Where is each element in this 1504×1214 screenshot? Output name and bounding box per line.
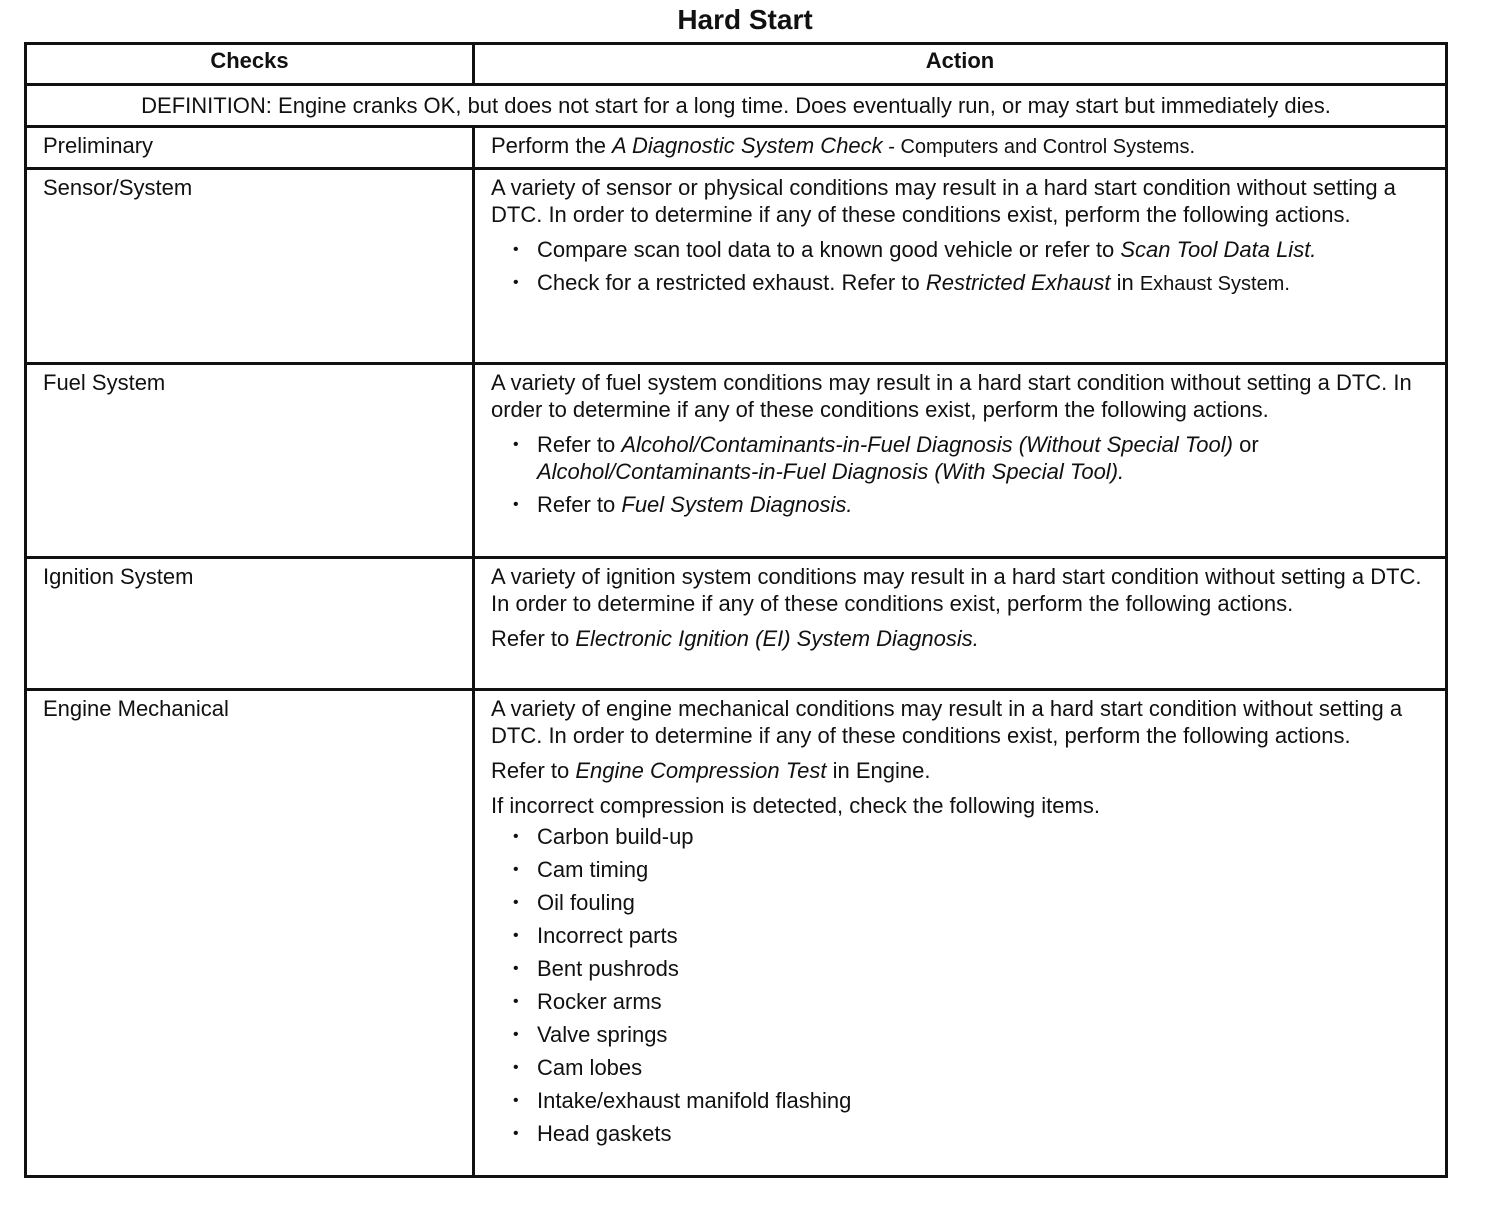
reference-link: Restricted Exhaust — [925, 270, 1111, 295]
intro-text: A variety of fuel system conditions may result in a hard start condition without setting a DTC. In order to determine if any of these conditions exist, perform the following actions. — [491, 370, 1412, 422]
reference-link: Scan Tool Data List. — [1120, 237, 1317, 262]
list-item — [537, 236, 1433, 263]
check-label: Fuel System — [26, 364, 474, 558]
intro-text: A variety of ignition system conditions may result in a hard start condition without setting a DTC. In order to determine if any of these conditions exist, perform the following actions. — [491, 564, 1422, 616]
definition-row — [26, 85, 1447, 127]
action-cell — [474, 364, 1447, 558]
list-item: • Valve springs — [537, 1021, 1433, 1048]
list-item: • Head gaskets — [537, 1120, 1433, 1147]
table-row — [26, 558, 1447, 690]
text: - Computers and Control Systems. — [882, 136, 1196, 158]
hard-start-table — [24, 42, 1448, 1178]
list-item: • Rocker arms — [537, 988, 1433, 1015]
text: Exhaust System. — [1139, 273, 1290, 295]
list-item: • Cam lobes — [537, 1054, 1433, 1081]
reference-link: Fuel System Diagnosis. — [621, 492, 853, 517]
incorrect-text: If incorrect compression is detected, check the following items. — [491, 793, 1100, 818]
text: Check for a restricted exhaust. Refer to — [537, 270, 926, 295]
list-item: • Cam timing — [537, 856, 1433, 883]
check-label: Ignition System — [26, 558, 474, 690]
table-row — [26, 690, 1447, 1177]
bullet-list — [491, 236, 1433, 298]
text: Refer to — [537, 492, 622, 517]
list-item: • Oil fouling — [537, 889, 1433, 916]
check-label: Preliminary — [26, 127, 474, 169]
intro-text: A variety of engine mechanical conditions may result in a hard start condition without setting a DTC. In order to determine if any of these conditions exist, perform the following actions. — [491, 696, 1403, 748]
list-item: • Incorrect parts — [537, 922, 1433, 949]
bullet-list — [491, 823, 1433, 1147]
action-header: Action — [474, 44, 1447, 85]
table-row — [26, 127, 1447, 169]
list-item — [537, 491, 1433, 518]
table-row — [26, 364, 1447, 558]
table-row — [26, 169, 1447, 364]
action-cell — [474, 169, 1447, 364]
reference-link: Electronic Ignition (EI) System Diagnosis. — [575, 626, 979, 651]
text: or — [1232, 432, 1259, 457]
list-item: • Intake/exhaust manifold flashing — [537, 1087, 1433, 1114]
action-cell — [474, 690, 1447, 1177]
check-label: Sensor/System — [26, 169, 474, 364]
intro-text: A variety of sensor or physical conditions may result in a hard start condition without setting a DTC. In order to determine if any of these conditions exist, perform the following actions. — [491, 175, 1396, 227]
bullet-list — [491, 431, 1433, 518]
header-row — [26, 44, 1447, 85]
list-item: • Carbon build-up — [537, 823, 1433, 850]
refer-text — [491, 625, 1433, 652]
list-item — [537, 431, 1433, 485]
list-item — [537, 269, 1433, 298]
check-label: Engine Mechanical — [26, 690, 474, 1177]
text: Refer to — [537, 432, 622, 457]
text: Refer to — [491, 758, 576, 783]
reference-link: Engine Compression Test — [575, 758, 827, 783]
text: Compare scan tool data to a known good vehicle or refer to — [537, 237, 1121, 262]
action-cell — [474, 127, 1447, 169]
definition-text: DEFINITION: Engine cranks OK, but does not start for a long time. Does eventually run, or may start but immediately dies. — [26, 85, 1447, 127]
list-item: • Bent pushrods — [537, 955, 1433, 982]
reference-link: A Diagnostic System Check — [612, 133, 883, 158]
refer-text — [491, 757, 1433, 784]
text: Refer to — [491, 626, 576, 651]
action-cell — [474, 558, 1447, 690]
text: Perform the — [491, 133, 613, 158]
text: in — [1110, 270, 1140, 295]
document-title: Hard Start — [677, 4, 813, 35]
checks-header: Checks — [26, 44, 474, 85]
reference-link: Alcohol/Contaminants-in-Fuel Diagnosis (Without Special Tool) — [621, 432, 1233, 457]
reference-link: Alcohol/Contaminants-in-Fuel Diagnosis (With Special Tool). — [537, 459, 1125, 484]
text: in Engine. — [826, 758, 931, 783]
